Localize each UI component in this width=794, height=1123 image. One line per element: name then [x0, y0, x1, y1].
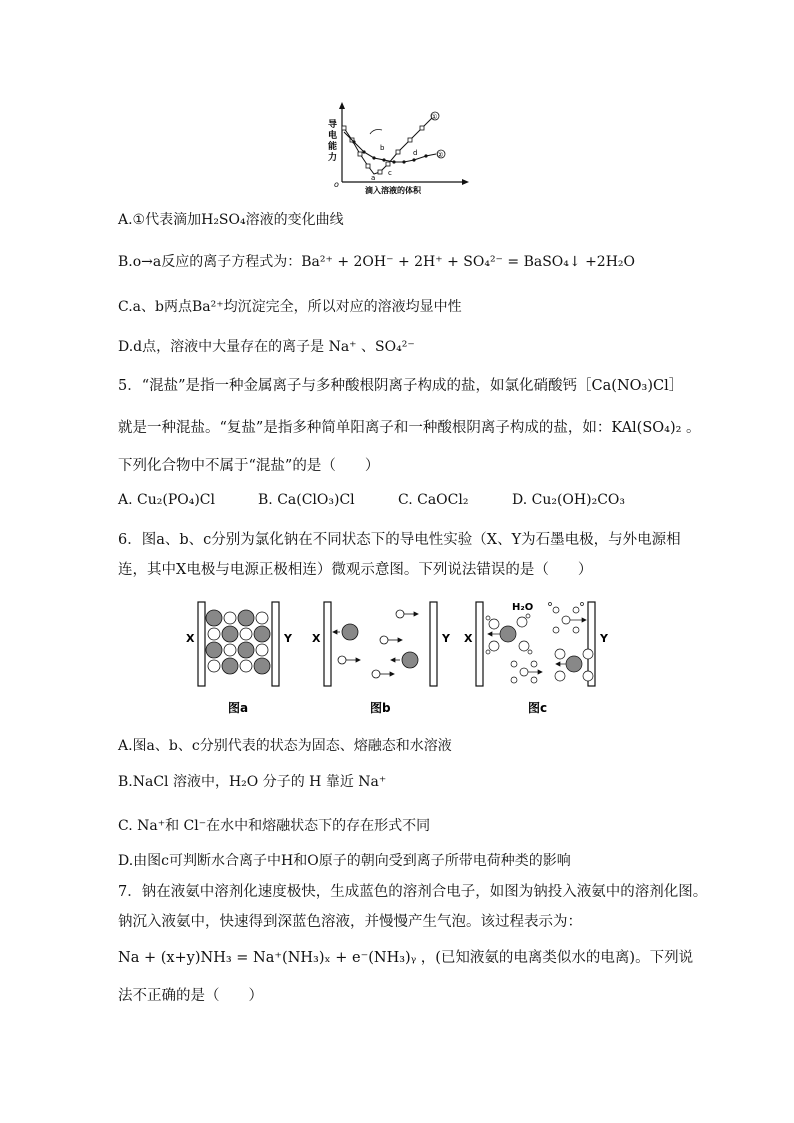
- x-axis-label: 滴入溶液的体积: [365, 186, 421, 195]
- curve-2-label: ②: [437, 151, 444, 159]
- q4-option-b-equation: Ba²⁺ + 2OH⁻ + 2H⁺ + SO₄²⁻ = BaSO₄↓ +2H₂O: [301, 254, 636, 270]
- q7-line-2: 钠沉入液氨中，快速得到深蓝色溶液，并慢慢产生气泡。该过程表示为：: [118, 914, 582, 930]
- axis-char: 能: [328, 142, 338, 152]
- q6-option-c: C. Na⁺和 Cl⁻在水中和熔融状态下的存在形式不同: [118, 818, 431, 834]
- q5-line-2: 就是一种混盐。“复盐”是指多种简单阳离子和一种酸根阴离子构成的盐，如：KAl(SO₄)₂ 。: [118, 420, 701, 436]
- q7-line-1: 7．钠在液氨中溶剂化速度极快，生成蓝色的溶剂合电子，如图为钠投入液氨中的溶剂化图。: [118, 884, 708, 900]
- panel-b: [312, 602, 451, 715]
- nacl-conductivity-figure: [178, 590, 618, 720]
- electrode-y: Y: [442, 632, 450, 645]
- q4-option-c: C.a、b两点Ba²⁺均沉淀完全，所以对应的溶液均显中性: [118, 299, 462, 315]
- q6-option-b: B.NaCl 溶液中，H₂O 分子的 H 靠近 Na⁺: [118, 774, 387, 790]
- q7-line-3: Na + (x+y)NH₃ = Na⁺(NH₃)ₓ + e⁻(NH₃)ᵧ ，(已知液氨的电离类似水的电离)。下列说: [118, 950, 694, 966]
- axis-char: 电: [328, 131, 338, 141]
- caption-b: 图b: [370, 701, 391, 715]
- electrode-y: Y: [600, 632, 608, 645]
- curve-1-label: ①: [431, 113, 438, 121]
- q5-option-b: B. Ca(ClO₃)Cl: [258, 492, 355, 508]
- q5-option-d: D. Cu₂(OH)₂CO₃: [512, 492, 625, 508]
- axis-char: 导: [328, 120, 338, 130]
- origin-label: o: [334, 180, 339, 189]
- q5-option-c: C. CaOCl₂: [398, 492, 469, 508]
- electrode-x: X: [186, 632, 195, 645]
- q6-option-a: A.图a、b、c分别代表的状态为固态、熔融态和水溶液: [118, 738, 452, 754]
- q4-option-b: [118, 252, 635, 272]
- caption-c: 图c: [528, 701, 548, 715]
- q6-line-2: 连，其中X电极与电源正极相连）微观示意图。下列说法错误的是（ ）: [118, 562, 593, 578]
- q4-option-b-prefix: B.o→a反应的离子方程式为：: [118, 254, 302, 270]
- q6-line-1: 6．图a、b、c分别为氯化钠在不同状态下的导电性实验（X、Y为石墨电极，与外电源相: [118, 532, 681, 548]
- q4-option-a: A.①代表滴加H₂SO₄溶液的变化曲线: [118, 212, 344, 228]
- axis-char: 力: [328, 153, 338, 163]
- electrode-y: Y: [284, 632, 292, 645]
- electrode-x: X: [312, 632, 321, 645]
- q4-option-d: D.d点，溶液中大量存在的离子是 Na⁺ 、SO₄²⁻: [118, 339, 415, 355]
- point-label: d: [413, 149, 418, 157]
- water-label: H₂O: [512, 602, 534, 613]
- q7-line-4: 法不正确的是（ ）: [118, 988, 263, 1004]
- q5-option-a: A. Cu₂(PO₄)Cl: [118, 492, 215, 508]
- point-label: c: [388, 169, 392, 177]
- point-label: a: [371, 174, 376, 182]
- point-label: b: [380, 144, 385, 152]
- panel-c: [464, 602, 609, 715]
- conductivity-figure: [318, 100, 478, 200]
- q5-line-1: 5．“混盐”是指一种金属离子与多种酸根阴离子构成的盐，如氯化硝酸钙［Ca(NO₃)Cl］: [118, 378, 684, 394]
- caption-a: 图a: [228, 701, 249, 715]
- q5-line-3: 下列化合物中不属于“混盐”的是（ ）: [118, 458, 380, 474]
- electrode-x: X: [464, 632, 473, 645]
- q6-option-d: D.由图c可判断水合离子中H和O原子的朝向受到离子所带电荷种类的影响: [118, 853, 571, 869]
- curve-2: [344, 132, 436, 162]
- panel-a: [186, 602, 293, 715]
